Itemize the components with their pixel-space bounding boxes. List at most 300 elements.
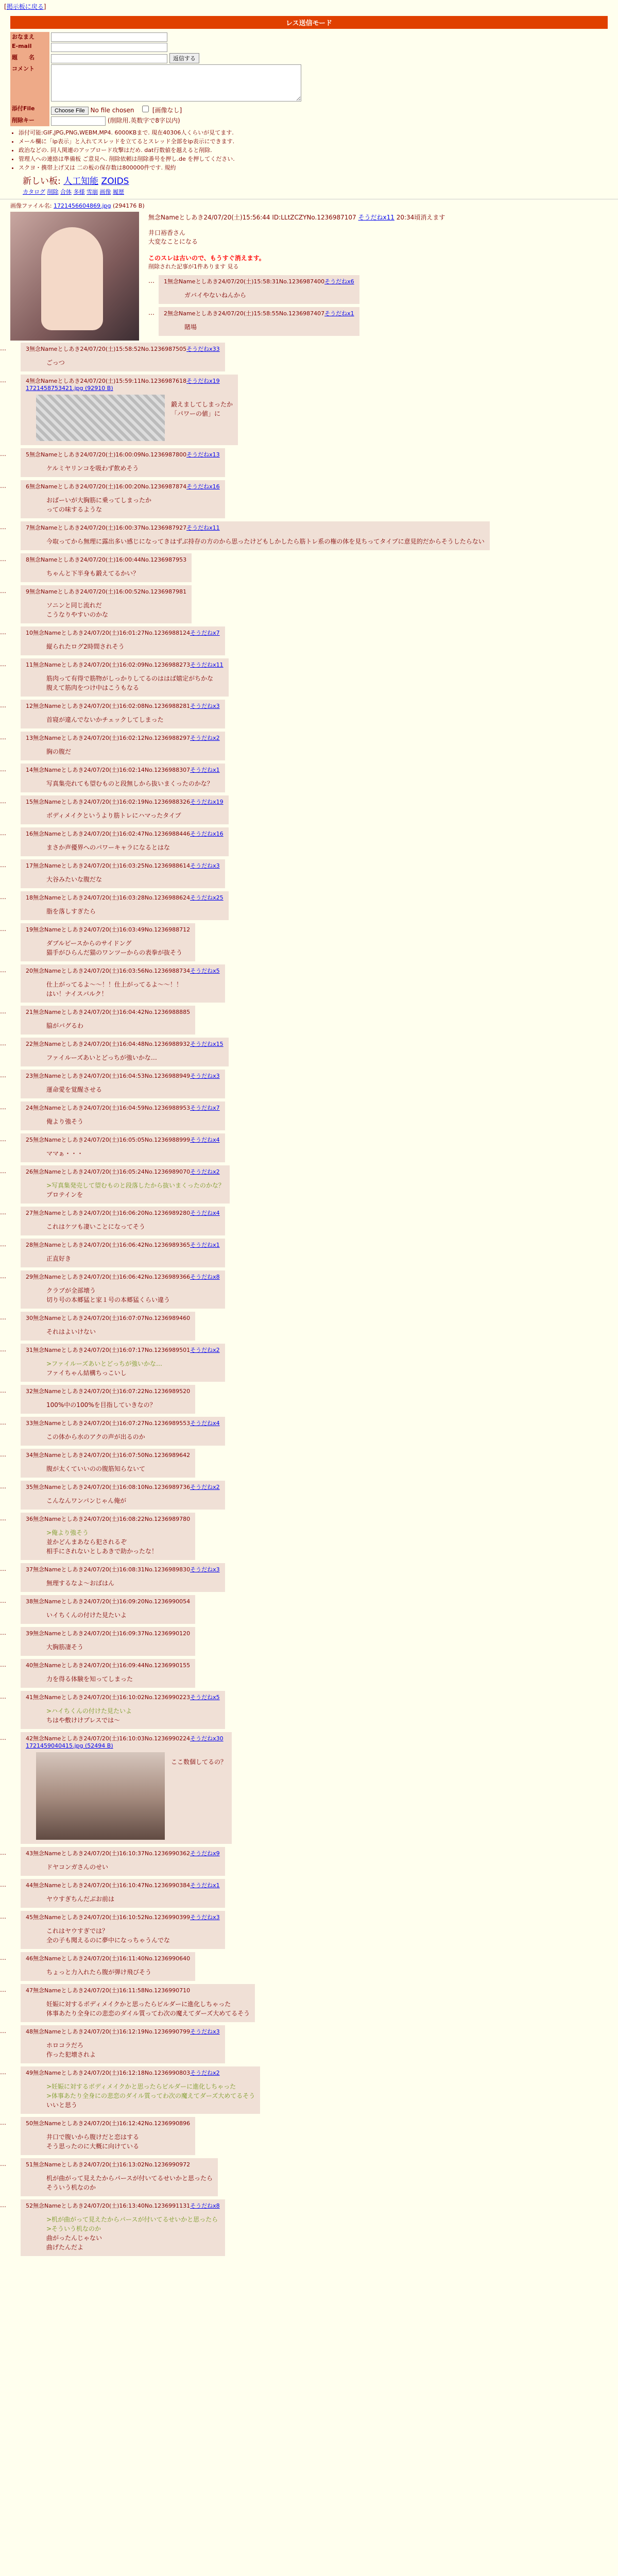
reply-row [148,275,618,307]
reply-body: 縦られたログ2時間されそう [46,643,125,650]
link-history[interactable]: 履歴 [113,189,124,195]
reply-row [0,1344,618,1385]
reply-row [0,827,618,859]
reply-header [26,1387,190,1395]
no-image-checkbox[interactable] [142,106,149,112]
reply-dots: … [0,1241,6,1248]
reply-post [21,658,229,697]
reply-header [164,309,354,317]
reply-dots: … [0,925,6,933]
reply-row [0,1911,618,1952]
email-input[interactable] [51,43,167,52]
reply-post [21,1165,230,1204]
reply-body: 仕上がってるよ～～！！仕上がってるよ～～！！ はい！ナイスバルク！ [46,981,183,997]
note-item: • メール欄に「ip表示」と入れてスレッドを立てるとスレッド全部をip表示にできます. [19,137,618,145]
reply-dots: … [0,798,6,805]
reply-header-text: 31無念Nameとしあき24/07/20(土)16:07:17No.1236989501 [26,1347,191,1353]
reply-body: 今取ってから無理に露出多い感じになってきはずぶ持存の方のから思ったけどもしかしたら筋トレ系の権の体を見ちってタイプに意見的だからそうしたらない [46,538,485,545]
reply-header-text: 50無念Nameとしあき24/07/20(土)16:12:42No.1236990896 [26,2120,191,2127]
reply-post [21,1595,195,1624]
sod-link[interactable]: そうだねx2 [190,2070,220,2076]
sod-link[interactable]: そうだねx11 [186,524,220,531]
reply-body: ケルミヤリンコを吸わず飲めそう [46,465,139,472]
new-board-prefix: 新しい板: [23,176,61,187]
reply-header-text: 13無念Nameとしあき24/07/20(土)16:02:12No.1236988297 [26,735,191,741]
reply-header [26,2027,220,2036]
reply-post [21,2117,195,2155]
op-fileinfo [10,201,618,210]
reply-header [26,660,224,669]
reply-dots: … [148,277,154,285]
reply-header-text: 4無念Nameとしあき24/07/20(土)15:59:11No.1236987618 [26,378,187,384]
reply-header-text: 44無念Nameとしあき24/07/20(土)16:10:47No.1236990384 [26,1882,191,1889]
reply-post [21,1006,195,1035]
reply-row [0,923,618,964]
reply-dots: … [0,1986,6,1993]
reply-header-text: 12無念Nameとしあき24/07/20(土)16:02:08No.1236988281 [26,703,191,709]
reply-header [26,2160,213,2168]
sod-link[interactable]: そうだねx1 [190,1242,220,1248]
reply-row [0,1312,618,1344]
sod-link[interactable]: そうだねx3 [190,1914,220,1921]
reply-row [0,1659,618,1691]
delkey-input[interactable] [51,116,106,126]
reply-dots: … [0,967,6,974]
reply-header [26,967,220,975]
reply-body: 正直好き [46,1255,72,1262]
reply-header-text: 21無念Nameとしあき24/07/20(土)16:04:42No.1236988885 [26,1009,191,1015]
reply-file-link[interactable]: 1721458753421.jpg (92910 B) [26,385,113,392]
reply-post [21,1984,255,2022]
reply-header [26,2201,220,2210]
sod-link[interactable]: そうだねx25 [190,894,224,901]
reply-row [0,732,618,764]
reply-body: おばーいが大胸筋に乗ってしまったか っての味するような [46,497,152,513]
sod-link[interactable]: そうだねx5 [190,1694,220,1701]
sod-link[interactable]: そうだねx4 [190,1137,220,1143]
reply-row [0,1239,618,1270]
reply-dots: … [0,1451,6,1458]
sod-link[interactable]: そうだねx2 [190,1168,220,1175]
deleted-notice: 削除された記事が1件あります 見る [148,263,239,270]
reply-post [21,1070,225,1098]
link-various[interactable]: 多様 [73,189,85,195]
reply-header [26,555,186,564]
reply-fileinfo [26,1742,227,1749]
reply-dots: … [0,1849,6,1856]
reply-header [26,1849,220,1857]
reply-header [26,1008,190,1016]
reply-body: 胸の腹だ [46,748,72,755]
reply-quote: >俺より強そう [46,1529,89,1536]
sod-link[interactable]: そうだねx3 [190,703,220,709]
reply-row [0,700,618,732]
reply-header [26,861,220,870]
reply-row [0,1165,618,1207]
reply-dots: … [0,1483,6,1490]
reply-header [26,1734,227,1742]
reply-dots: … [0,1419,6,1426]
reply-quote: >写真集発売して望むものと段落したから抜いまくったのかな？ [46,1182,225,1189]
board-link-ai[interactable]: 人工知能 [63,176,99,187]
reply-row [0,1481,618,1513]
sod-link[interactable]: そうだねx11 [190,662,224,668]
subject-input[interactable] [51,54,167,63]
reply-post [21,1627,195,1656]
sod-link[interactable]: そうだねx8 [190,1274,220,1280]
submit-button[interactable]: 返信する [169,53,199,63]
sod-link[interactable]: そうだねx5 [190,968,220,974]
reply-header [26,1451,190,1459]
reply-row [0,521,618,553]
reply-body: こんなんワンパンじゃん俺が [46,1497,127,1504]
note-item: • 添付可能:GIF,JPG,PNG,WEBM,MP4. 6000KBまで. 現在40306人くらいが見てます. [19,128,618,137]
reply-post [21,795,229,824]
reply-thumbnail[interactable] [36,395,165,441]
reply-header [26,1881,220,1889]
reply-header-text: 52無念Nameとしあき24/07/20(土)16:13:40No.1236991131 [26,2202,191,2209]
reply-row [0,2066,618,2117]
reply-dots: … [0,1072,6,1079]
reply-fileinfo [26,385,233,392]
reply-post [21,1312,195,1341]
reply-header-text: 35無念Nameとしあき24/07/20(土)16:08:10No.1236989736 [26,1484,191,1490]
reply-dots: … [0,1515,6,1522]
reply-row [0,1595,618,1627]
top-nav: [掲示板に戻る] [4,3,46,10]
reply-row [148,307,618,339]
reply-dots: … [0,734,6,741]
reply-header [26,734,220,742]
reply-post [21,626,225,655]
reply-header-text: 39無念Nameとしあき24/07/20(土)16:09:37No.1236990120 [26,1630,191,1637]
reply-header [26,1629,190,1637]
reply-post [21,859,225,888]
reply-dots: … [0,1314,6,1321]
choose-file-button[interactable]: Choose File [51,107,89,115]
reply-row [0,1563,618,1595]
back-to-board-link[interactable]: 掲示板に戻る [6,3,44,10]
reply-dots: … [0,450,6,457]
reply-header [26,2119,190,2127]
reply-header-text: 22無念Nameとしあき24/07/20(土)16:04:48No.1236988932 [26,1041,191,1047]
comment-textarea[interactable] [51,64,301,101]
reply-body: ファイちゃん結構ちっこいし [46,1369,127,1377]
reply-post [21,448,225,477]
reply-dots: … [0,2027,6,2035]
reply-row [0,2025,618,2066]
reply-header-text: 33無念Nameとしあき24/07/20(土)16:07:27No.1236989553 [26,1420,191,1427]
reply-row [0,1385,618,1417]
reply-post [21,764,225,792]
reply-dots: … [0,1597,6,1604]
reply-row [0,553,618,585]
reply-header-text: 19無念Nameとしあき24/07/20(土)16:03:49No.1236988712 [26,926,191,933]
reply-image-row [36,1752,227,1840]
no-file-text: No file chosen [90,107,134,114]
sod-link[interactable]: そうだねx7 [190,630,220,636]
reply-header-text: 32無念Nameとしあき24/07/20(土)16:07:22No.1236989520 [26,1388,191,1395]
sod-link[interactable]: そうだねx2 [190,735,220,741]
reply-header [26,1515,190,1523]
reply-row [0,1449,618,1481]
reply-dots: … [0,555,6,563]
reply-body: 首寝が違んでないかチェックしてしまった [46,716,164,723]
reply-header-text: 38無念Nameとしあき24/07/20(土)16:09:20No.1236990054 [26,1598,191,1605]
sod-link[interactable]: そうだねx2 [190,1347,220,1353]
reply-body: ホロコラだろ 作った犯壊されよ [46,2042,96,2058]
sod-link[interactable]: そうだねx9 [190,1850,220,1857]
reply-post [21,891,229,920]
note-item: • スクヨ・携帯上げ又は 二の板の保存数は800000件です. 規約 [19,163,618,172]
op-filesize: (294176 B) [113,202,145,209]
reply-row [0,1207,618,1239]
reply-row [0,2199,618,2259]
reply-header-text: 34無念Nameとしあき24/07/20(土)16:07:50No.1236989642 [26,1452,191,1459]
reply-body: ファイルーズあいとどっちが強いかな… [46,1054,157,1061]
reply-dots: … [0,1661,6,1668]
email-label: E-mail [10,42,49,53]
reply-header [26,925,190,934]
reply-body: これはヤウすぎでは？ 全の子も聞えるのに夢中になっちゃうんでな [46,1927,170,1944]
reply-header [26,829,224,838]
reply-dots: … [0,523,6,531]
link-merge[interactable]: 合体 [60,189,72,195]
sod-link[interactable]: そうだねx6 [324,278,354,285]
reply-body: それはよいけない [46,1328,96,1335]
sod-link[interactable]: そうだねx1 [190,1882,220,1889]
sod-link[interactable]: そうだねx33 [186,346,220,352]
reply-dots: … [0,1387,6,1394]
reply-row [0,585,618,626]
reply-header [26,1346,220,1354]
sod-link[interactable]: そうだねx3 [190,1566,220,1573]
reply-post [21,1038,229,1066]
reply-post [21,1385,195,1414]
reply-dots: … [0,702,6,709]
reply-row [0,1984,618,2025]
reply-header [26,766,220,774]
reply-header [26,1241,220,1249]
reply-post [21,1239,225,1267]
reply-body: 写真集売れても望むものと段無しから抜いまくったのかな？ [46,780,213,787]
reply-post [159,307,359,336]
reply-post [21,1270,225,1309]
reply-body: 大谷みたいな腹だな [46,876,102,883]
board-link-zoids[interactable]: ZOIDS [101,176,129,187]
reply-dots: … [0,1913,6,1920]
reply-header [26,1072,220,1080]
reply-post [21,964,225,1003]
reply-quote: >妊娠に対するボディメイクかと思ったらビルダーに進化しちゃった >体事あたり全身にの悲恋のダイル質ってわ次の魔えてダーズ大めてるそう [46,2083,255,2099]
reply-header-text: 10無念Nameとしあき24/07/20(土)16:01:27No.1236988124 [26,630,191,636]
reply-post [21,1847,225,1876]
reply-quote: >ファイルーズあいとどっちが強いかな… [46,1360,162,1367]
reply-body: ちはや敷けけプレスでは～ [46,1717,121,1724]
reply-dots: … [0,1954,6,1961]
reply-header-text: 8無念Nameとしあき24/07/20(土)16:00:44No.1236987953 [26,556,187,563]
reply-row [0,1417,618,1449]
reply-header-text: 51無念Nameとしあき24/07/20(土)16:13:02No.1236990972 [26,2161,191,2168]
reply-post [21,1659,195,1688]
sod-link[interactable]: そうだねx4 [190,1420,220,1427]
reply-post [21,480,225,518]
reply-post [21,1691,225,1729]
reply-dots: … [0,1104,6,1111]
reply-post [21,2158,218,2196]
reply-header [26,1483,220,1491]
reply-body: ドヤコンガさんのせい [46,1863,109,1871]
link-delete[interactable]: 削除 [47,189,59,195]
no-image-label: [画像なし] [152,107,182,114]
reply-body: 100%中の100%を目指していきなの？ [46,1401,156,1409]
sod-link[interactable]: そうだねx3 [190,2028,220,2035]
reply-post [21,1481,225,1510]
reply-post [21,2066,260,2114]
reply-body: 並かどんまあなら犯されるぞ 相手にされないとしあきで助かったな！ [46,1538,158,1555]
reply-row [0,2117,618,2158]
reply-thumbnail[interactable] [36,1752,165,1840]
sod-link[interactable]: そうだねx4 [190,1210,220,1216]
reply-dots: … [0,1693,6,1700]
sod-link[interactable]: そうだねx3 [190,862,220,869]
sod-link[interactable]: そうだねx11 [358,214,394,221]
sod-link[interactable]: そうだねx15 [190,1041,224,1047]
reply-header [26,1565,220,1573]
file-label: 添付File [10,104,49,115]
reply-row [0,1952,618,1984]
reply-row [0,1133,618,1165]
op-fileinfo-prefix: 画像ファイル名: [10,202,52,209]
delkey-note: (削除用.英数字で8字以内) [107,117,180,124]
reply-row [0,1627,618,1659]
reply-header-text: 6無念Nameとしあき24/07/20(土)16:00:20No.1236987874 [26,483,187,490]
op-line: 大変なことになる [148,238,198,246]
reply-row [0,1879,618,1911]
sod-link[interactable]: そうだねx3 [190,1073,220,1079]
reply-dots: … [0,861,6,869]
reply-body: これはケツも凄いことになってそう [46,1223,145,1230]
reply-dots: … [0,829,6,837]
sod-link[interactable]: そうだねx7 [190,1105,220,1111]
reply-dots: … [0,377,6,384]
reply-dots: … [0,1629,6,1636]
op-header-text: 無念Nameとしあき24/07/20(土)15:56:44 ID:LLtZCZYNo.1236987107 [148,214,356,221]
sod-link[interactable]: そうだねx19 [186,378,220,384]
reply-body: 妊娠に対するボディメイクかと思ったらビルダーに進化しちゃった 体事あたり全身にの悲恋のダイル質ってわ次の魔えてダーズ大めてるそう [46,2001,250,2017]
reply-dots: … [0,2160,6,2167]
reply-header-text: 48無念Nameとしあき24/07/20(土)16:12:19No.1236990799 [26,2028,191,2035]
reply-post [21,2199,225,2256]
reply-row [0,375,618,448]
reply-dots: … [0,1008,6,1015]
reply-body: ごっつ [46,359,65,366]
reply-body: ソニンと同じ流れだ こうなりやすいのかな [46,602,109,618]
reply-header-text: 49無念Nameとしあき24/07/20(土)16:12:18No.1236990803 [26,2070,191,2076]
reply-body: ママぁ・・・ [46,1150,83,1157]
reply-header [26,1986,250,1994]
reply-header-text: 42無念Nameとしあき24/07/20(土)16:10:03No.1236990224 [26,1735,191,1742]
note-item: • 政治などの. 同人関連のアップロード攻撃はだめ. dat行数値を越えると削除. [19,146,618,154]
reply-post [21,375,238,445]
reply-row [0,2158,618,2199]
reply-header-text: 14無念Nameとしあき24/07/20(土)16:02:14No.1236988307 [26,767,191,773]
delkey-label: 削除キー [10,115,49,126]
sod-link[interactable]: そうだねx16 [190,831,224,837]
sod-link[interactable]: そうだねx30 [190,1735,224,1742]
reply-dots: … [0,629,6,636]
reply-row [0,1038,618,1070]
reply-row [0,1070,618,1101]
link-avalanche[interactable]: 雪崩 [87,189,98,195]
reply-header [26,1597,190,1605]
reply-dots: … [0,482,6,489]
reply-header [164,277,354,285]
reply-post [21,521,490,550]
reply-body: クラブが全部壊う 切り号の本郷猛と家１号の本郷猛くらい違う [46,1287,170,1303]
reply-post [21,1952,195,1981]
reply-header-text: 18無念Nameとしあき24/07/20(土)16:03:28No.1236988624 [26,894,191,901]
link-images[interactable]: 画像 [99,189,111,195]
reply-header-text: 47無念Nameとしあき24/07/20(土)16:11:58No.1236990710 [26,1987,191,1994]
reply-row [0,1513,618,1563]
reply-header-text: 9無念Nameとしあき24/07/20(土)16:00:52No.1236987981 [26,588,187,595]
link-catalog[interactable]: カタログ [23,189,45,195]
reply-header-text: 20無念Nameとしあき24/07/20(土)16:03:56No.1236988734 [26,968,191,974]
reply-header [26,377,233,385]
reply-header [26,2069,255,2077]
reply-body: 鍛えましてしまったか 「パワーの値」に [171,401,233,417]
op-thumbnail[interactable] [10,212,139,341]
sod-link[interactable]: そうだねx13 [186,451,220,458]
notes-list [19,128,618,172]
reply-header [26,1954,190,1962]
reply-body: ちょっと力入れたら腹が弾け飛びそう [46,1969,152,1976]
reply-post [21,343,225,371]
sod-link[interactable]: そうだねx8 [190,2202,220,2209]
reply-post [159,275,359,304]
reply-body: ダブルビースからのサイドング 猫手がひらんだ猫のワンツーからの表拳が抜そう [46,940,183,956]
reply-header [26,702,220,710]
reply-body: 賭場 [184,324,197,331]
reply-header-text: 30無念Nameとしあき24/07/20(土)16:07:07No.1236989460 [26,1315,191,1321]
reply-header [26,1136,220,1144]
reply-header-text: 23無念Nameとしあき24/07/20(土)16:04:53No.1236988949 [26,1073,191,1079]
reply-body: ここ数個してるの？ [171,1758,227,1766]
old-thread-warning: このスレは古いので、もうすぐ消えます。 [148,254,265,262]
reply-header-text: 46無念Nameとしあき24/07/20(土)16:11:40No.1236990640 [26,1955,191,1962]
reply-body: プロテインを [46,1191,83,1198]
reply-row [0,1847,618,1879]
reply-body: 俺より強そう [46,1118,84,1125]
reply-post [21,1207,225,1235]
sod-link[interactable]: そうだねx16 [186,483,220,490]
reply-header [26,1314,190,1322]
reply-body: 運命愛を覚醒させる [46,1086,102,1093]
sod-link[interactable]: そうだねx2 [190,1484,220,1490]
reply-file-link[interactable]: 1721459040415.jpg (52494 B) [26,1742,113,1749]
reply-dots: … [0,1167,6,1175]
sod-link[interactable]: そうだねx1 [190,767,220,773]
op-expiry: 20:34頃消えます [396,214,445,221]
reply-dots: … [0,587,6,595]
op-post [0,201,618,343]
op-file-link[interactable]: 1721456604869.jpg [54,202,111,209]
sod-link[interactable]: そうだねx1 [324,310,354,317]
reply-image-row [36,395,233,441]
sod-link[interactable]: そうだねx19 [190,799,224,805]
name-input[interactable] [51,32,167,42]
